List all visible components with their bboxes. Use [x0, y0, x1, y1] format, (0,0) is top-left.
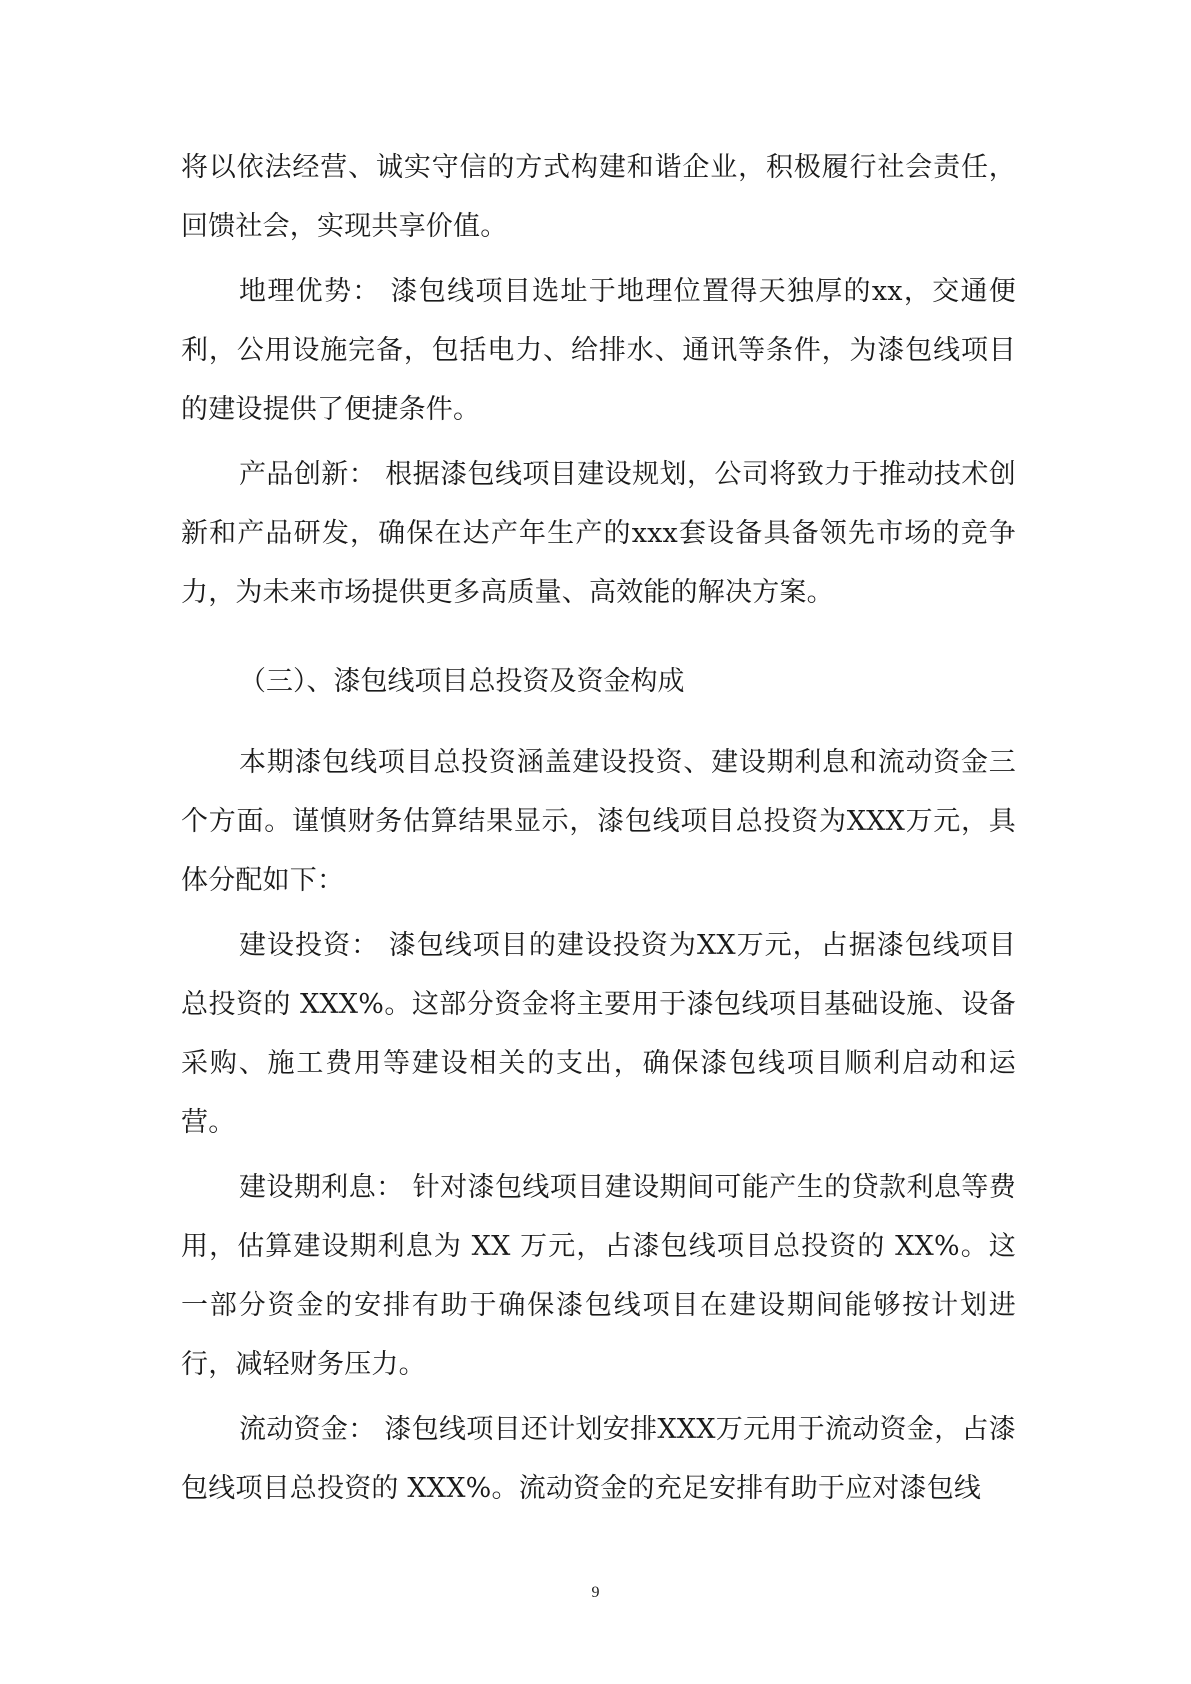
paragraph-geographic-advantage: 地理优势： 漆包线项目选址于地理位置得天独厚的xx，交通便利，公用设施完备，包括电力、给排水、通讯等条件，为漆包线项目的建设提供了便捷条件。	[181, 276, 1016, 425]
paragraph-construction-investment: 建设投资： 漆包线项目的建设投资为XX万元，占据漆包线项目总投资的 XXX%。这部分资金将主要用于漆包线项目基础设施、设备采购、施工费用等建设相关的支出，确保漆包线项目顺利启动和运营。	[181, 930, 1016, 1138]
page-number: 9	[591, 1584, 600, 1601]
paragraph-product-innovation: 产品创新： 根据漆包线项目建设规划，公司将致力于推动技术创新和产品研发，确保在达产年生产的xxx套设备具备领先市场的竞争力，为未来市场提供更多高质量、高效能的解决方案。	[181, 459, 1016, 608]
document-page	[181, 138, 1016, 1518]
paragraph-working-capital: 流动资金： 漆包线项目还计划安排XXX万元用于流动资金，占漆包线项目总投资的 XXX%。流动资金的充足安排有助于应对漆包线	[181, 1414, 1016, 1504]
section-heading-investment: （三）、漆包线项目总投资及资金构成	[239, 666, 685, 697]
paragraph-social-responsibility: 将以依法经营、诚实守信的方式构建和谐企业，积极履行社会责任，回馈社会，实现共享价值。	[181, 152, 1016, 242]
paragraph-construction-interest: 建设期利息： 针对漆包线项目建设期间可能产生的贷款利息等费用，估算建设期利息为 XX 万元，占漆包线项目总投资的 XX%。这一部分资金的安排有助于确保漆包线项目在建设期间能够按计划进行，减轻财务压力。	[181, 1172, 1016, 1380]
paragraph-investment-overview: 本期漆包线项目总投资涵盖建设投资、建设期利息和流动资金三个方面。谨慎财务估算结果显示，漆包线项目总投资为XXX万元，具体分配如下：	[181, 747, 1016, 896]
